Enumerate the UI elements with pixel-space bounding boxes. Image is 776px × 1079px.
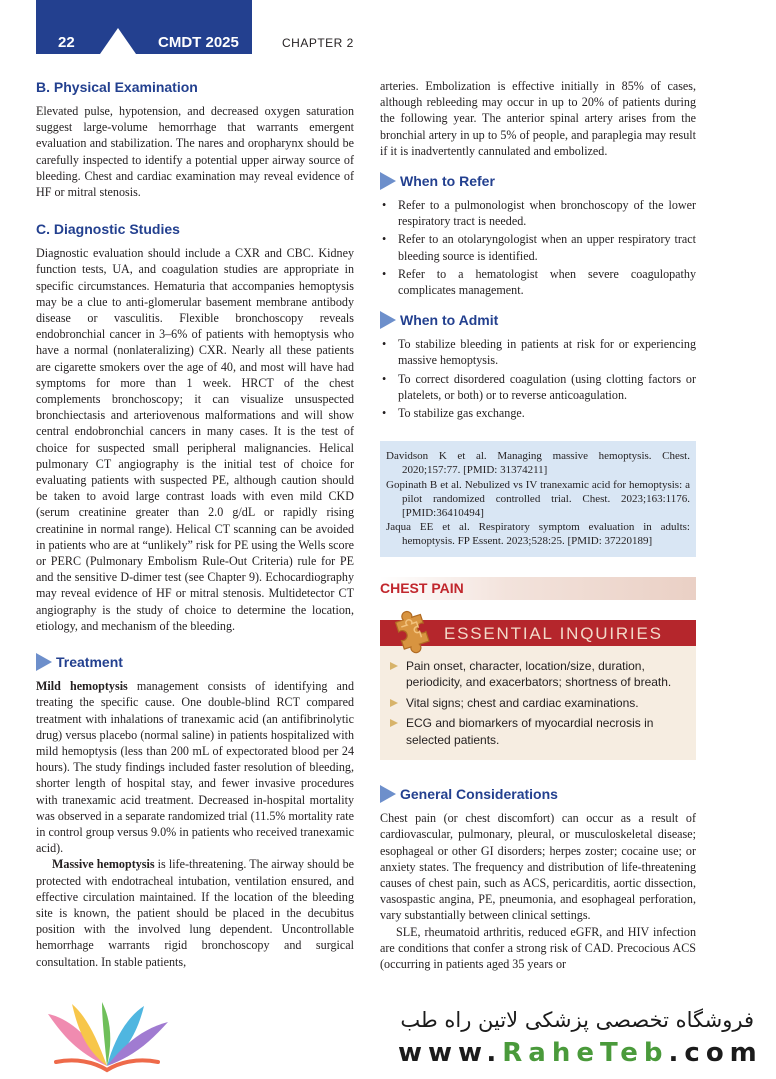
admit-list (380, 336, 696, 421)
when-to-refer-heading (380, 171, 696, 191)
treatment-heading (36, 652, 354, 672)
when-to-admit-label: When to Admit (400, 312, 499, 329)
store-url (398, 1038, 763, 1068)
list-item: Pain onset, character, location/size, duration, periodicity, and exacerbators; shortness of breath. (388, 658, 696, 691)
left-column (36, 78, 354, 970)
list-item: • To correct disordered coagulation (using clotting factors or platelets, or both) or to reverse anticoagulation. (380, 371, 696, 403)
references-box (380, 441, 696, 556)
list-item: Vital signs; chest and cardiac examinations. (388, 695, 696, 712)
reference-item: Jaqua EE et al. Respiratory symptom evaluation in adults: hemoptysis. FP Essent. 2023;528:25. [PMID: 37220189] (386, 521, 690, 548)
book-title: CMDT 2025 (158, 34, 239, 51)
arrow-icon (380, 311, 396, 329)
list-item: • Refer to a hematologist when severe coagulopathy complicates management. (380, 266, 696, 298)
arrow-icon (36, 653, 52, 671)
general-considerations-text-2: SLE, rheumatoid arthritis, reduced eGFR, and HIV infection are conditions that confer a strong risk of CAD. Precocious ACS (occurring in patients aged 35 years or (380, 924, 696, 971)
when-to-refer-label: When to Refer (400, 173, 495, 190)
arrow-icon (380, 172, 396, 190)
essential-inquiries-box (380, 620, 696, 761)
essential-inquiries-title: ESSENTIAL INQUIRIES (444, 623, 663, 643)
url-suffix: .com (668, 1038, 763, 1068)
embolization-text: arteries. Embolization is effective initially in 85% of cases, although rebleeding may occur in up to 20% of patients during the following year. The anterior spinal artery arises from the bronchial artery in up to 5% of people, and paraplegia may result if it is inadvertently cannulated and embolized. (380, 79, 696, 158)
reference-item: Gopinath B et al. Nebulized vs IV tranexamic acid for hemoptysis: a pilot randomized controlled trial. Chest. 2023;163:1176. [PMID:36410494] (386, 478, 690, 520)
treatment-heading-label: Treatment (56, 654, 123, 671)
page-number: 22 (58, 34, 75, 51)
general-considerations-heading (380, 784, 696, 804)
general-considerations-text: Chest pain (or chest discomfort) can occur as a result of cardiovascular, pulmonary, pleural, or musculoskeletal disease; esophageal or other GI disorders; herpes zoster; cocaine use; or anxiety states. The frequency and distribution of life-threatening causes of chest pain, such as ACS, pericarditis, aortic dissection, vasospastic angina, PE, pneumonia, and esophageal perforation, vary substantially between clinical settings. (380, 811, 696, 923)
list-item: ECG and biomarkers of myocardial necrosis in selected patients. (388, 715, 696, 748)
url-brand: RaheTeb (502, 1038, 669, 1068)
puzzle-piece-icon (386, 608, 438, 660)
list-item: • Refer to a pulmonologist when bronchoscopy of the lower respiratory tract is needed. (380, 197, 696, 229)
when-to-admit-heading (380, 310, 696, 330)
massive-hemoptysis-paragraph (36, 856, 354, 969)
diagnostic-studies-text: Diagnostic evaluation should include a CXR and CBC. Kidney function tests, UA, and coagulation studies are appropriate in specific circumstances. Hematuria that accompanies hemoptysis may be a clue to anti-glomerular basement membrane antibody disease or vasculitis. Flexible bronchoscopy reveals endobronchial cancer in 3–6% of patients with hemoptysis who have a normal (nonlateralizing) CXR. Nearly all these patients are cigarette smokers over the age of 40, and most will have had symptoms for more than 1 week. HRCT of the chest complements bronchoscopy; it can visualize unsuspected bronchiectasis and arteriovenous malformations and will show central endobronchial cancers in many cases. It is the test of choice for suspected small peripheral malignancies. Helical pulmonary CT angiography is the initial test of choice for evaluating patients with suspected PE, although caution should be taken to avoid large contrast loads with even mild CKD (serum creatinine greater than 2.0 g/dL or rapidly rising creatinine in normal range). Helical CT scanning can be avoided in patients who are at “unlikely” risk for PE using the Wells score or PERC (Pulmonary Embolism Rule-Out Criteria) rule for PE and the sensitive D-dimer test (see Chapter 9). Echocardiography may reveal evidence of HF or mitral stenosis. Multidetector CT angiography is the study of choice to determine the location, etiology, and mechanism of the bleeding. (36, 246, 354, 633)
physical-exam-text: Elevated pulse, hypotension, and decreased oxygen saturation suggest large-volume hemorrhage that warrants emergent evaluation and stabilization. The nares and oropharynx should be carefully inspected to identify a potential upper airway source of bleeding. Chest and cardiac examination may reveal evidence of HF or mitral stenosis. (36, 104, 354, 200)
open-book-logo-icon (42, 1000, 172, 1074)
list-item: • To stabilize gas exchange. (380, 405, 696, 421)
footer-fade (0, 980, 776, 994)
header-notch (100, 28, 136, 54)
reference-item: Davidson K et al. Managing massive hemoptysis. Chest. 2020;157:77. [PMID: 31374211] (386, 450, 690, 477)
mild-hemoptysis-term: Mild hemoptysis (36, 679, 128, 694)
mild-hemoptysis-paragraph (36, 678, 354, 856)
url-prefix: www. (398, 1038, 503, 1068)
mild-hemoptysis-text: management consists of identifying and treating the specific cause. One double-blind RCT compared treatment with inhalations of tranexamic acid (an antifibrinolytic drug) versus placebo (normal saline) in patients hospitalized with mild hemoptysis (less than 200 mL of expectorated blood per 24 hours). The study findings included faster resolution of bleeding, shorter length of hospital stay, and fewer invasive procedures with tranexamic acid treatment. Decreased in-hospital mortality was observed in a separate randomized trial (11.5% mortality rate in control group versus 9.0% in patients who received tranexamic acid). (36, 679, 354, 856)
essential-inquiries-list (380, 658, 696, 749)
refer-list (380, 197, 696, 298)
chapter-label: CHAPTER 2 (282, 36, 354, 50)
list-item: • To stabilize bleeding in patients at risk for or experiencing massive hemoptysis. (380, 336, 696, 368)
massive-hemoptysis-text: is life-threatening. The airway should be protected with endotracheal intubation, ventilation ensured, and effective circulation maintained. If the location of the bleeding site is known, the patient should be placed in the decubitus position with the involved lung dependent. Uncontrollable hemorrhage warrants rigid bronchoscopy and surgical consultation. In stable patients, (36, 857, 354, 969)
physical-exam-heading: B. Physical Examination (36, 79, 198, 95)
essential-inquiries-bar (380, 620, 696, 646)
store-footer (0, 994, 776, 1079)
diagnostic-studies-heading: C. Diagnostic Studies (36, 221, 180, 238)
arrow-icon (380, 785, 396, 803)
right-column (380, 78, 696, 972)
massive-hemoptysis-term: Massive hemoptysis (52, 857, 155, 872)
chest-pain-heading: CHEST PAIN (380, 577, 696, 600)
store-name: فروشگاه تخصصی پزشکی لاتین راه طب (400, 1008, 754, 1032)
list-item: • Refer to an otolaryngologist when an upper respiratory tract bleeding source is identified. (380, 231, 696, 263)
general-considerations-label: General Considerations (400, 786, 558, 803)
